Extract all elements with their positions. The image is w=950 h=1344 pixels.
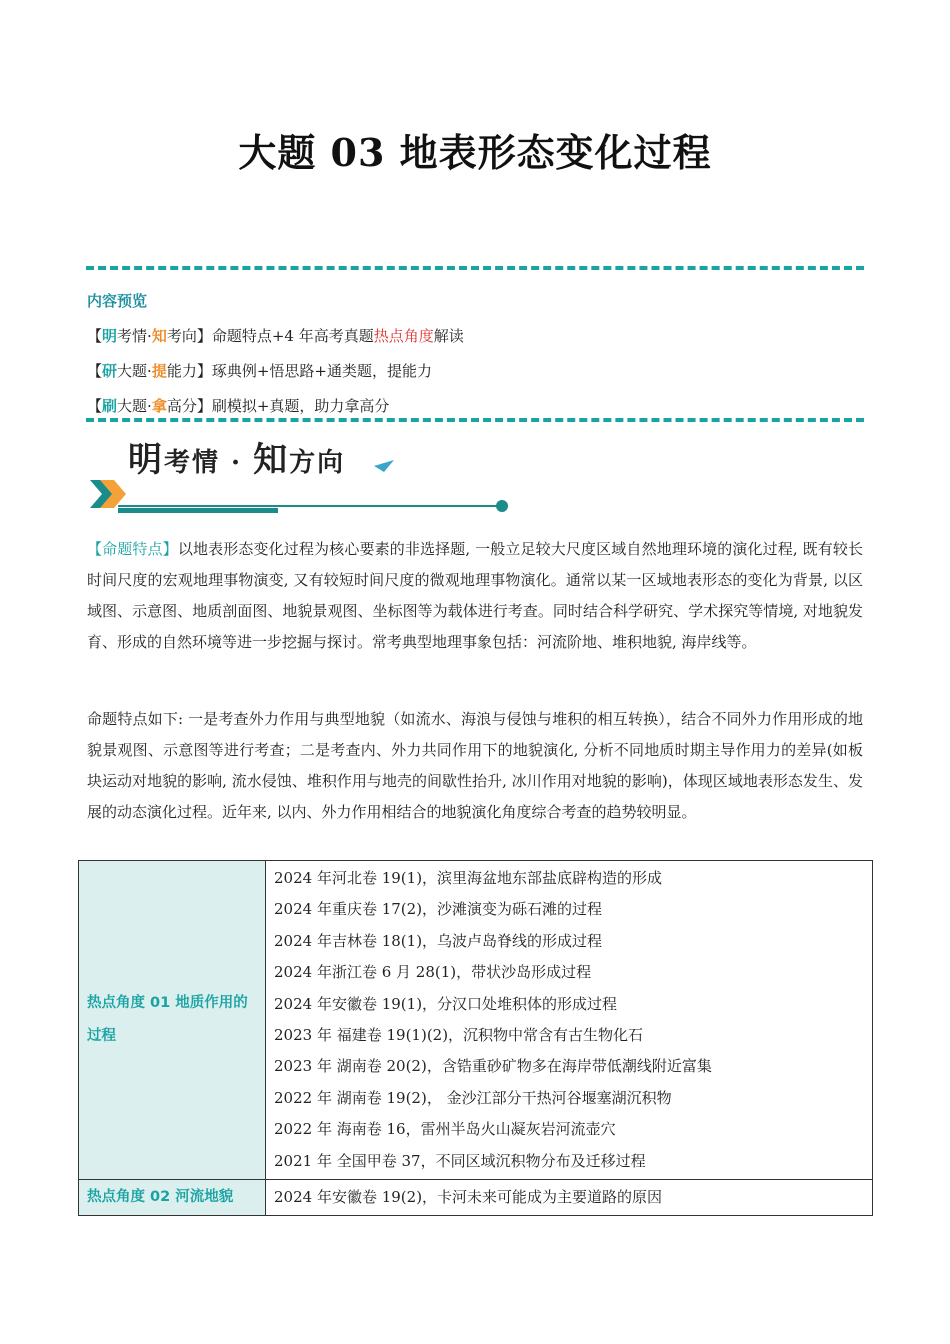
list-item: 2024 年重庆卷 17(2)，沙滩演变为砾石滩的过程	[274, 900, 603, 919]
list-item: 2024 年河北卷 19(1)，滨里海盆地东部盐底辟构造的形成	[274, 869, 663, 887]
preview-line-2	[87, 360, 432, 381]
preview-key-na: 拿	[151, 397, 167, 415]
preview-highlight: 热点角度	[373, 327, 434, 345]
table-row	[79, 1180, 873, 1216]
banner-dot	[496, 500, 508, 512]
preview-text: 解读	[433, 327, 464, 345]
intro-paragraph-2: 命题特点如下: 一是考查外力作用与典型地貌（如流水、海浪与侵蚀与堆积的相互转换），结合不同外力作用形成的地貌景观图、示意图等进行考查；二是考查内、外力共同作用下的地貌演化, 分析不同地质时期主导作用力的差异(如板块运动对地貌的影响, 流水侵蚀、堆积作用与地壳的间歇性抬升, 冰川作用对地貌的影响)，体现区域地表形态发生、发展的动态演化过程。近年来, 以内、外力作用相结合的地貌演化角度综合考查的趋势较明显。	[87, 710, 863, 821]
table-row	[79, 861, 873, 1180]
preview-text: 高分】刷模拟+真题，助力拿高分	[166, 397, 390, 415]
page-title: 大题 03 地表形态变化过程	[238, 130, 712, 175]
hotspot-table	[78, 860, 873, 1216]
bracket: 【	[87, 362, 103, 380]
preview-key-ming: 明	[102, 327, 118, 345]
row-items	[266, 861, 873, 1180]
preview-text: 考向】命题特点+4 年高考真题	[166, 327, 374, 345]
preview-key-yan: 研	[102, 362, 118, 380]
bracket: 【	[87, 397, 103, 415]
preview-key-shua: 刷	[102, 397, 118, 415]
list-item: 2024 年浙江卷 6 月 28(1)，带状沙岛形成过程	[274, 963, 592, 982]
banner-bar	[118, 508, 278, 513]
preview-line-1	[87, 325, 464, 346]
list-item: 2022 年 海南卷 16，雷州半岛火山凝灰岩河流壶穴	[274, 1120, 616, 1139]
banner-zhi: 知	[253, 440, 290, 480]
banner-ming: 明	[128, 440, 164, 480]
list-item: 2024 年吉林卷 18(1)，乌波卢岛脊线的形成过程	[274, 931, 603, 950]
top-dashed-divider	[86, 266, 864, 270]
intro-paragraph-1	[87, 534, 863, 658]
banner-fangxiang: 方向	[289, 448, 346, 478]
bracket: 【	[87, 327, 103, 345]
list-item: 2024 年安徽卷 19(2)，卡河未来可能成为主要道路的原因	[274, 1188, 663, 1207]
intro-tag: 【命题特点】	[87, 540, 178, 558]
banner-title	[128, 432, 345, 481]
banner-kaoqing: 考情 ·	[164, 448, 254, 478]
row-label: 热点角度 01 地质作用的过程	[79, 861, 266, 1180]
preview-key-zhi: 知	[151, 327, 167, 345]
preview-line-3	[87, 395, 389, 416]
preview-heading: 内容预览	[87, 292, 148, 310]
preview-key-ti: 提	[151, 362, 167, 380]
list-item: 2024 年安徽卷 19(1)，分汉口处堆积体的形成过程	[274, 994, 618, 1013]
preview-text: 大题·	[117, 397, 152, 415]
list-item: 2021 年 全国甲卷 37，不同区域沉积物分布及迁移过程	[274, 1151, 646, 1170]
list-item: 2023 年 湖南卷 20(2)，含锆重砂矿物多在海岸带低潮线附近富集	[274, 1057, 712, 1076]
preview-text: 大题·	[117, 362, 152, 380]
row-items	[266, 1180, 873, 1216]
bottom-dashed-divider	[86, 418, 864, 422]
preview-text: 能力】琢典例+悟思路+通类题，提能力	[166, 362, 432, 380]
intro-text-1: 以地表形态变化过程为核心要素的非选择题, 一般立足较大尺度区域自然地理环境的演化过程, 既有较长时间尺度的宏观地理事物演变, 又有较短时间尺度的微观地理事物演化。通常以某一区域地表形态的变化为背景, 以区域图、示意图、地质剖面图、地貌景观图、坐标图等为载体进行考查。同时结合科学研究、学术探究等情境, 对地貌发育、形成的自然环境等进一步挖掘与探讨。常考典型地理事象包括：河流阶地、堆积地貌, 海岸线等。	[87, 540, 863, 651]
section-banner	[88, 428, 518, 518]
list-item: 2022 年 湖南卷 19(2)， 金沙江部分干热河谷堰塞湖沉积物	[274, 1088, 672, 1107]
preview-text: 考情·	[117, 327, 152, 345]
list-item: 2023 年 福建卷 19(1)(2)，沉积物中常含有古生物化石	[274, 1026, 644, 1045]
row-label: 热点角度 02 河流地貌	[79, 1180, 266, 1216]
paper-plane-icon	[374, 460, 394, 472]
